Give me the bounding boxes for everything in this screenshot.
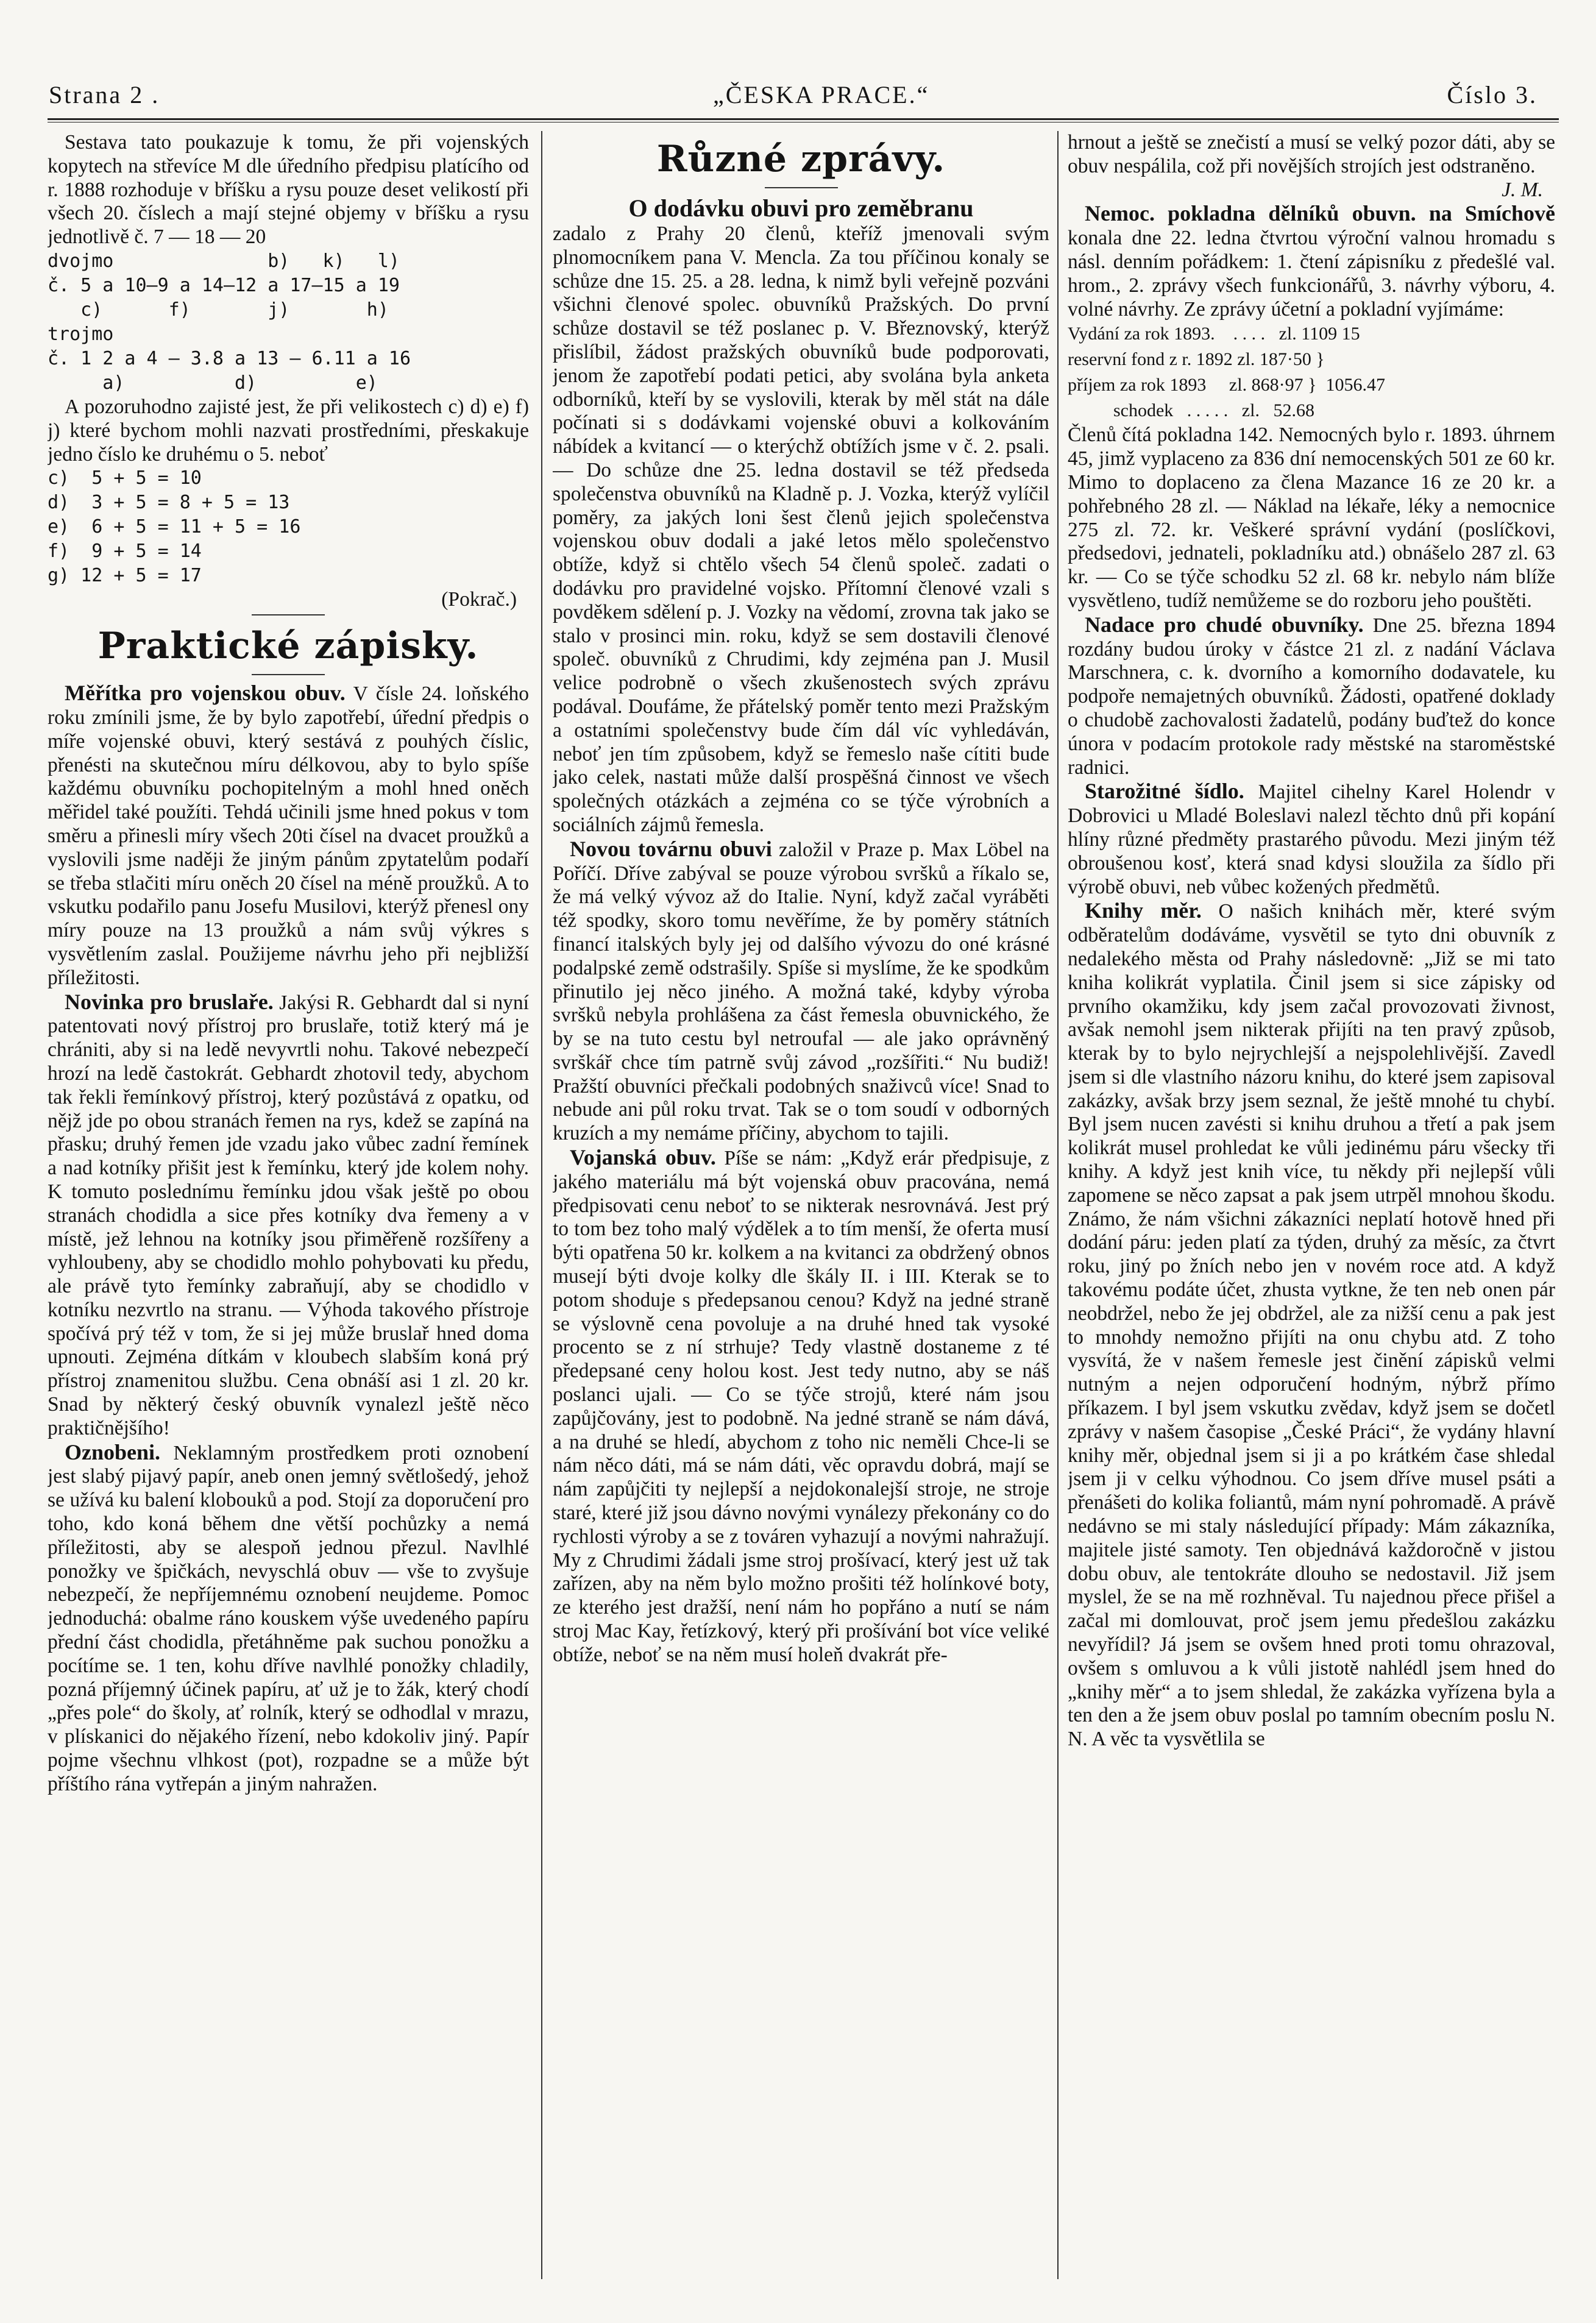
journal-title: „ČESKA PRACE.“ bbox=[713, 81, 930, 108]
article-text: V čísle 24. loňského roku zmínili jsme, že by bylo zapotřebí, úřední předpis o míře vojenské obuvi, který sestává z pouhých číslic, přenésti na skutečnou míru délkovou, aby to bylo spíše každému obuvníku pochopitelným a mohl hned oněch měřidel také použíti. Tehdá učinili jsme hned pokus v tom směru a přinesli míry všech 20ti čísel na dvacet proužků a vyslovili jsme naději že jiným pánům zpytatelům podaří se třeba stlačiti míru oněch 20 čísel na méně proužků. A to vskutku podařilo panu Josefu Musilovi, kterýž přenesl ony míry pouze na 13 proužků a nám svůj výkres s vysvětlením zaslal. Použijeme návrhu jeho při nejbližší příležitosti. bbox=[48, 683, 529, 989]
separator bbox=[252, 614, 325, 615]
article-text: O našich knihách měr, které svým odběratelům dodáváme, vysvětil se tyto dni obuvník z nedalekého města od Prahy následovně: „Již se mi tato kniha kolikrát vyplatila. Činil jsem si sice zápisky od prvního okamžiku, kdy jsem začal provozovati živnost, avšak nemohl jsem nikterak přijíti na ten pravý způsob, kterak by to bylo nejrychlejší a nejspolehlivější. Zavedl jsem si dle vlastního názoru knihu, do které jsem zapisoval zakázky, avšak brzy jsem seznal, že ještě mnohé tu chybí. Byl jsem nucen zavésti si knihu druhou a třetí a pak jsem kolikrát musel prohledat ke vůli jedinému páru všecky tři knihy. A když jest knih více, tu někdy při nejlepší vůli zapomene se něco zapsat a pak jsem utrpěl mnohou škodu. Známo, že nám všichni zákazníci neplatí hotově hned při dodání páru: jeden platí za týden, druhý za měsíc, za čtvrt roku, jiný po žních nebo jen v novém roce atd. A když takovému podáte účet, zhusta vytkne, že ten neb onen pár neobdržel, nebo že jej obdržel, ale za nižší cenu a pak jest to mnohdy nemožno přijíti na onu chybu atd. Z toho vysvítá, že v našem řemesle jest činění zápisků velmi nutným a nejen odporučení hodným, nýbrž přímo příkazem. I byl jsem vskutku zvědav, když jsem se dočetl zprávy v našem časopise „České Práci“, že vydány hlavní knihy měr, objednal jsem si ji a po krátkém čase shledal jsem ji v celku výhodnou. Co jsem dříve musel psáti a přenášeti do kolika foliantů, mám nyní pohromadě. A právě nedávno se mi staly následující případy: Mám zákazníka, majitele jisté samoty. Ten objednává každoročně v jistou dobu obuv, ale tentokráte dlouho se nedostavil. Již jsem myslel, že se na mě rozhněval. Tu najednou přece přišel a začal mi domlouvat, proč jsem jemu předešlou zakázku nevyřídil? Já jsem se ovšem hned proti tomu ohrazoval, ovšem s omluvou a k vůli jistotě nahlédl jsem hned do „knihy měr“ a to jsem shledal, že zakázka vyřízena byla a ten den a že jsem obuv poslal po tamním obecním poslu N. N. A věc ta vysvětlila se bbox=[1068, 900, 1555, 1751]
article-text: konala dne 22. ledna čtvrtou výroční valnou hromadu s násl. denním pořádkem: 1. čtení zápisníku z předešlé val. hrom., 2. zprávy všech funkcionářů, 3. návrhy výboru, 4. volné návrhy. Ze zprávy účetní a pokladní vyjímáme: bbox=[1068, 227, 1555, 321]
article-heading: Novou továrnu obuvi bbox=[570, 836, 772, 861]
article-text: Sestava tato poukazuje k tomu, že při vojenských kopytech na střevíce M dle úředního předpisu platícího od r. 1888 rozhoduje v bříšku a rysu pouze deset velikostí při všech 20. číslech a mají stejné objemy v bříšku a rysu jednotlivě č. 7 — 18 — 20 bbox=[48, 131, 529, 249]
article-text: Členů čítá pokladna 142. Nemocných bylo r. 1893. úhrnem 45, jimž vyplaceno za 836 dní nemocenských 501 ze 60 kr. Mimo to doplaceno za člena Mazance 16 ze 20 kr. a pohřebného 28 zl. — Náklad na lékaře, léky a nemocnice 275 zl. 72. kr. Veškeré správní vydání (poslíčkovi, předsedovi, jednateli, pokladníku atd.) obnášelo 287 zl. 63 kr. — Co se týče schodku 52 zl. 68 kr. nebylo nám blíže vysvětleno, tudíž nemůžeme se do rozboru jeho pouštěti. bbox=[1068, 424, 1555, 612]
header-rule bbox=[48, 118, 1559, 120]
page-header bbox=[0, 80, 1596, 117]
section-title: Různé zprávy. bbox=[656, 138, 946, 180]
accounts-table: Vydání za rok 1893. . . . . zl. 1109 15 reservní fond z r. 1892 zl. 187·50 } příjem za rok 1893 zl. 868·97 } 1056.47 schodek . . . . . zl. 52.68 bbox=[1068, 324, 1385, 421]
article-text: založil v Praze p. Max Löbel na Poříčí. Dříve zabýval se pouze výrobou svršků a říkalo se, že má velký vývoz až do Italie. Nyní, když začal vyráběti též spodky, skoro tomu nevěříme, že by poměry státních financí italských byly jej od dalšího vývozu do oné krásné podalpské země odstrašily. Spíše si myslíme, že ke spodkům přinutilo jej něco jiného. A možná také, kdyby výroba svršků nebyla prohlášena za část řemesla obuvnického, že by se na tuto cestu byl netroufal — ale jako oprávněný svrškář chce tím patrně svůj závod „rozšířiti.“ Nu budiž! Pražští obuvníci přečkali podobných snaživců více! Snad to nebude ani půl roku trvat. Tak se o tom soudí v odborných kruzích a my nemáme příčiny, abychom to tajili. bbox=[553, 838, 1049, 1145]
article-heading: Starožitné šídlo. bbox=[1085, 779, 1244, 804]
article-heading: Vojanská obuv. bbox=[570, 1145, 716, 1170]
article-text: hrnout a ještě se znečistí a musí se velký pozor dáti, aby se obuv nespálila, což při novějších strojích jest odstraněno. bbox=[1068, 131, 1555, 177]
separator bbox=[765, 187, 838, 188]
article-text: Dne 25. března 1894 rozdány budou úroky v částce 21 zl. z nadání Václava Marschnera, c. k. dvorního a komorního dodavatele, ku podpoře nemajetných obuvníků. Žádosti, opatřené doklady o chudobě zachovalosti žadatelů, podány buďtež do konce února v podacím protokole rady městské na staroměstské radnici. bbox=[1068, 614, 1555, 779]
article-text: Neklamným prostředkem proti oznobení jest slabý pijavý papír, aneb onen jemný světlošedý, jehož se užívá ku balení klobouků a pod. Stojí za doporučení pro toho, kdo koná během dne větší pochůzky a nemá příležitosti, aby se alespoň jednou přezul. Navlhlé ponožky ve špičkách, nevyschlá obuv — vše to zvyšuje nebezpečí, že nepříjemnému oznobení neujdeme. Pomoc jednoduchá: obalme ráno kouskem výše uvedeného papíru přední část chodidla, přetáhněme pak suchou ponožku a pocítíme se. 1 ten, kohu dříve navlhlé ponožky chladily, pozná příjemný účinek papíru, ať už je to žák, který chodí „přes pole“ do školy, ať rolník, který se odhodlal v mrazu, v plískanici do nějakého řízení, nebo kdokoliv jiný. Papír pojme všechnu vlhkost (pot), rozpadne se a může být příštího rána vytřepán a jiným nahražen. bbox=[48, 1441, 529, 1795]
article-heading: Oznobeni. bbox=[65, 1439, 161, 1464]
column-middle bbox=[553, 131, 1049, 2279]
article-text: zadalo z Prahy 20 členů, kteříž jmenovali svým plnomocníkem pana V. Mencla. Za tou příčinou konaly se schůze dne 15. 25. a 28. ledna, k nimž byli veřejně pozváni všichni členové spolec. obuvníků Pražských. Do první schůze dostavil se též poslanec p. V. Březnovský, kterýž přislíbil, žádost pražských obuvníků bude podporovati, jenom že zapotřebí podati petici, aby svolána byla anketa odborníků, kteří by se vyslovili, kterak by měl stát na dále počínati si s dodávkami vojenské obuvi a kolkováním nábídek a kvitancí — o kterýchž obtížích jsme v č. 2. psali. — Do schůze dne 25. ledna dostavil se též předseda společenstva obuvníků na Kladně p. J. Vozka, kterýž vylíčil poměry, za jakých loni šest členů jejich společenstva vojenskou obuv dodali a jaké letos mělo společenstvo obtíže, když si chtělo všech 54 členů společ. zadati o dodávku pro pravidelné vojsko. Přítomní členové vzali s povděkem sdělení p. J. Vozky na vědomí, zrovna tak jako se stalo v prosinci min. roku, když se sem dostavili členové společ. obuvníků z Chrudimi, kdy zejména pan J. Musil velice podrobně o všech zkušenostech svých zprávu podával. Doufáme, že přátelský poměr tento mezi Pražským a ostatními společenstvy bude čím dál víc vyhledáván, neboť jen tím způsobem, když se řemeslo naše cítiti bude jako celek, nastati může další prospěšná činnost ve všech společných otázkách a zejména co se týče výrobních a sociálních zájmů řemesla. bbox=[553, 222, 1049, 836]
size-formula: dvojmo b) k) l) č. 5 a 10—9 a 14—12 a 17—15 a 19 c) f) j) h) trojmo č. 1 2 a 4 — 3.8 a 13 — 6.11 a 16 a) d) e) bbox=[48, 250, 411, 394]
article-heading: Knihy měr. bbox=[1085, 898, 1202, 923]
article-heading: Nemoc. pokladna dělníků obuvn. na Smíchově bbox=[1085, 201, 1555, 226]
continued-note: (Pokrač.) bbox=[441, 588, 517, 611]
issue-number: Číslo 3. bbox=[1447, 81, 1537, 108]
column-divider bbox=[541, 131, 542, 2279]
signature: J. M. bbox=[1502, 178, 1543, 201]
column-left bbox=[48, 131, 529, 2279]
article-text: Píše se nám: „Když erár předpisuje, z jakého materiálu má být vojenská obuv pracována, nemá předpisovati cenu neboť to se nikterak nesrovnává. Jest prý to tom bez toho malý výdělek a to tím menší, že oferta musí býti opatřena 50 kr. kolkem a na kvitanci za obdržený obnos musejí býti dvoje kolky dle škály II. i III. Kterak se to potom shoduje s předepsanou cenou? Když na jedné straně se výslovně cena povoluje a na druhé hned tak vysoké procento se z ní strhuje? Tedy vlastně dostaneme z té předepsané ceny holou kost. Jest tedy nutno, aby se náš poslanci ujali. — Co se týče strojů, které nám jsou zapůjčovány, jest to podobně. Na jedné straně se nám dává, a na druhé se hledí, abychom z toho nic neměli Chce-li se nám něco dáti, má se nám dáti, věc opravdu dobrá, mají se nám zapůjčiti ty nejlepší a nejdokonalejší stroje, ne stroje staré, které již jsou dávno novými vynálezy překonány co do rychlosti výroby a se z továren vyhazují a novými nahražují. My z Chrudimi žádali jsme stroj prošívací, který jest už tak zařízen, aby na něm bylo možno prošiti též holínkové boty, ze kterého jest dražší, není nám ho popřáno a nutí se nám stroj Mac Kay, řetízkový, který při prošívání bot více veliké obtíže, neboť se na něm musí holeň dvakrát pře- bbox=[553, 1147, 1049, 1666]
article-heading: Nadace pro chudé obuvníky. bbox=[1085, 612, 1364, 637]
article-heading: Měřítka pro vojenskou obuv. bbox=[65, 681, 346, 706]
article-heading: Novinka pro bruslaře. bbox=[65, 989, 274, 1014]
separator bbox=[252, 674, 325, 675]
article-heading: O dodávku obuvi pro zeměbranu bbox=[628, 194, 974, 222]
column-divider bbox=[1057, 131, 1059, 2279]
article-text: A pozoruhodno zajisté jest, že při velikostech c) d) e) f) j) které bychom mohli nazvati prostředními, přeskakuje jedno číslo ke druhému o 5. neboť bbox=[48, 395, 529, 466]
article-text: Jakýsi R. Gebhardt dal si nyní patentovati nový přístroj pro bruslaře, totiž který má je chrániti, aby si na ledě nevyvrtli nohu. Takové nebezpečí hrozí na ledě častokrát. Gebhardt zhotovil tedy, abychom tak řekli řemínkový přístroj, který pozůstává z opatku, od nějž jde po obou stranách řemen na rys, kdež se zapíná na přasku; druhý řemen jde vzadu jako vůbec zadní řemínek a nad kotníky přišit jest k řemínku, který jde kolem nohy. K tomuto poslednímu řemínku jdou však ještě po obou stranách chodidla a sice přes kotníky dva řemeny a v místě, jež lehnou na kotníky jsou přiměřeně rozšířeny a vyhloubeny, aby se chodidlo mohlo pohybovati ku předu, ale právě tyto řemínky zabraňují, aby se chodidlo v kotníku nezvrtlo na stranu. — Výhoda takového přístroje spočívá prý též v tom, že si jej může bruslař hned doma upnouti. Zejména dítkám v kloubech slabším koná prý přístroj znamenitou službu. Cena obnáší asi 1 zl. 20 kr. Snad by některý český obuvník vynalezl ještě něco praktičnějšího! bbox=[48, 991, 529, 1439]
section-title: Praktické zápisky. bbox=[98, 625, 479, 668]
page-number: Strana 2 . bbox=[49, 81, 160, 108]
article-text: Majitel cihelny Karel Holendr v Dobrovici u Mladé Boleslavi nalezl těchto dnů při kopání hlíny různé předměty prastarého původu. Mezi jiným též obroušenou kosť, která snad kdysi sloužila za šídlo při výrobě obuvi, neb vůbec kožených předmětů. bbox=[1068, 781, 1555, 898]
size-calculation: c) 5 + 5 = 10 d) 3 + 5 = 8 + 5 = 13 e) 6 + 5 = 11 + 5 = 16 f) 9 + 5 = 14 g) 12 + 5 = 17 bbox=[48, 467, 301, 587]
column-right bbox=[1068, 131, 1555, 2279]
